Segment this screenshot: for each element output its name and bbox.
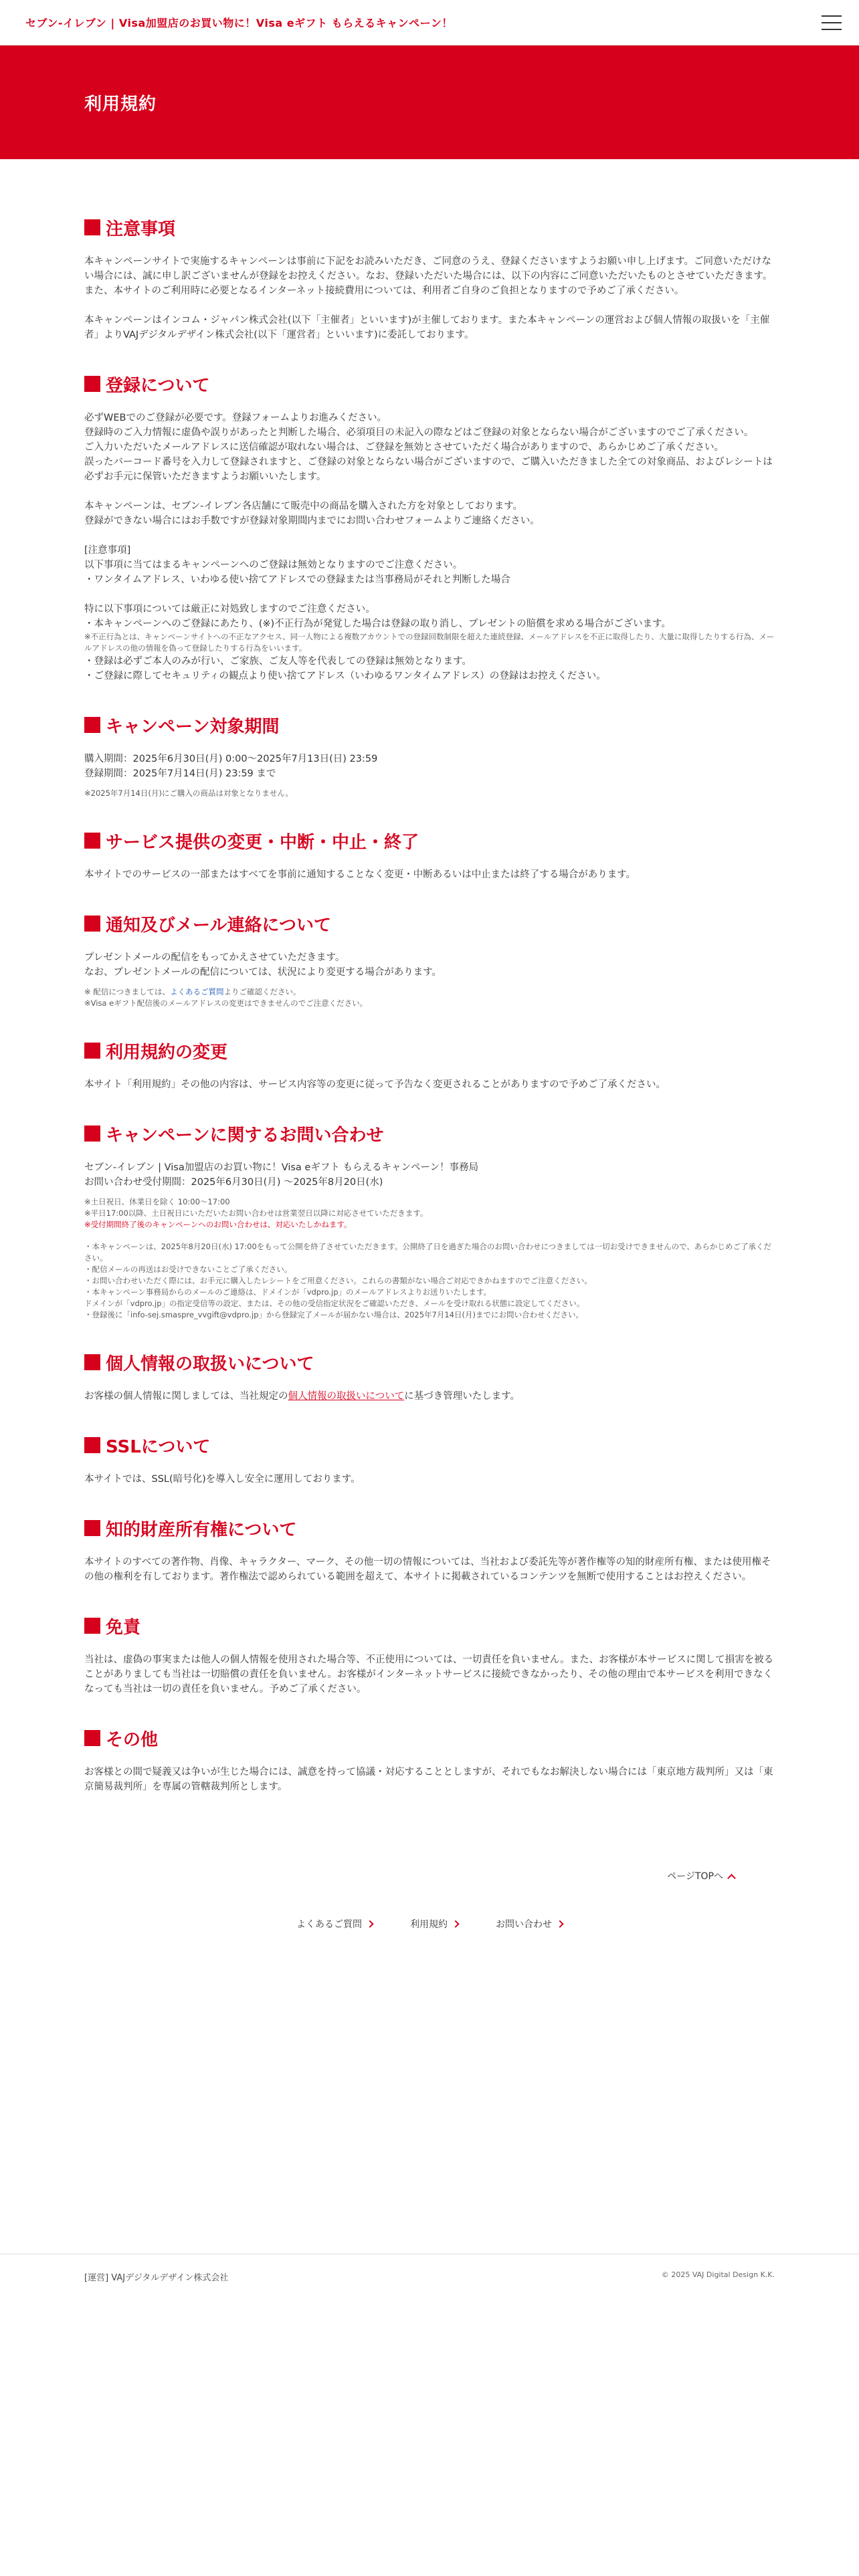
section-period — [84, 683, 775, 799]
square-bullet-icon — [84, 219, 100, 235]
paragraph: 本サイトでのサービスの一部またはすべてを事前に通知することなく変更・中断あるいは中止または終了する場合があります。 — [84, 869, 636, 880]
note: ・本キャンペーン事務局からのメールのご連絡は、ドメインが「vdpro.jp」のメールアドレスよりお送りいたします。 — [84, 1287, 492, 1297]
paragraph: プレゼントメールの配信をもってかえさせていただきます。 — [84, 952, 345, 963]
section-title: キャンペーンに関するお問い合わせ — [84, 1107, 775, 1160]
paragraph: ・登録は必ずご本人のみが行い、ご家族、ご友人等を代表しての登録は無効となります。 — [84, 656, 472, 667]
note: ・配信メールの再送はお受けできないことご了承ください。 — [84, 1265, 292, 1274]
copyright: © 2025 VAJ Digital Design K.K. — [661, 2270, 775, 2279]
chevron-up-icon — [727, 1874, 736, 1883]
square-bullet-icon — [84, 1730, 100, 1746]
note: ※ 配信につきましては、よくあるご質問よりご確認ください。 — [84, 987, 301, 996]
note: ドメインが「vdpro.jp」の指定受信等の設定、または、その他の受信指定状況をご確認いただき、メールを受け取れる状態に設定してください。 — [84, 1299, 585, 1308]
terms-nav-link[interactable]: 利用規約 — [410, 1917, 458, 1931]
square-bullet-icon — [84, 1618, 100, 1634]
note: ※平日17:00以降、土日祝日にいただいたお問い合わせは営業翌日以降に対応させていただきます。 — [84, 1208, 428, 1218]
paragraph: セブン‐イレブン | Visa加盟店のお買い物に！Visa eギフト もらえるキャンペーン！事務局 — [84, 1162, 479, 1173]
purchase-period: 購入期間：2025年6月30日(月) 0:00〜2025年7月13日(日) 23:59 — [84, 754, 378, 764]
operator-text: [運営] VAJデジタルデザイン株式会社 — [84, 2273, 229, 2283]
section-terms-change — [84, 1009, 775, 1092]
note: ※Visa eギフト配信後のメールアドレスの変更はできませんのでご注意ください。 — [84, 998, 368, 1008]
hamburger-menu-icon[interactable] — [822, 13, 842, 32]
section-title: 注意事項 — [84, 201, 775, 254]
privacy-policy-link[interactable]: 個人情報の取扱いについて — [288, 1391, 405, 1402]
note: ・お問い合わせいただく際には、お手元に購入したレシートをご用意ください。これらの書類がない場合ご対応できかねますのでご注意ください。 — [84, 1276, 592, 1285]
section-title: 免責 — [84, 1599, 775, 1652]
section-notes — [84, 186, 775, 342]
footer-nav — [84, 1917, 775, 1931]
section-title: SSLについて — [84, 1418, 775, 1472]
section-contact — [84, 1092, 775, 1321]
faq-link[interactable]: よくあるご質問 — [170, 987, 224, 996]
pagetop-container — [84, 1869, 775, 1883]
square-bullet-icon — [84, 1437, 100, 1453]
note-warning: ※受付期間終了後のキャンペーンへのお問い合わせは、対応いたしかねます。 — [84, 1220, 352, 1229]
section-other — [84, 1697, 775, 1794]
section-disclaimer — [84, 1584, 775, 1697]
square-bullet-icon — [84, 1043, 100, 1059]
paragraph: 必ずWEBでのご登録が必要です。登録フォームよりお進みください。 — [84, 413, 387, 423]
paragraph: 当社は、虚偽の事実または他人の個人情報を使用された場合等、不正使用については、一切責任を負いません。また、お客様が本サービスに関して損害を被ることがありましても当社は一切賠償の責任を負いません。お客様がインターネットサービスに接続できなかったり、その他の理由で本サービスを利用できなくなっても当社は一切の責任を負いません。予めご了承ください。 — [84, 1654, 774, 1695]
pagetop-link[interactable]: ページTOPへ — [667, 1871, 735, 1882]
note: ・本キャンペーンは、2025年8月20日(水) 17:00をもって公開を終了させていただきます。公開終了日を過ぎた場合のお問い合わせにつきましては一切お受けできませんので、あらかじめご了承ください。 — [84, 1242, 771, 1263]
paragraph: 誤ったバーコード番号を入力して登録されますと、ご登録の対象とならない場合がございますので、ご購入いただきました全ての対象商品、およびレシートは必ずお手元に保管いただきますようお願いいたします。 — [84, 457, 773, 482]
note: ※2025年7月14日(月)にご購入の商品は対象となりません。 — [84, 788, 294, 798]
note: ※不正行為とは、キャンペーンサイトへの不正なアクセス、同一人物による複数アカウントでの登録回数制限を超えた連続登録、メールアドレスを不正に取得したり、大量に取得したりする行為、メールアドレスの他の情報を偽って登録したりする行為をいいます。 — [84, 632, 775, 653]
square-bullet-icon — [84, 717, 100, 733]
square-bullet-icon — [84, 833, 100, 849]
registration-period: 登録期間：2025年7月14日(月) 23:59 まで — [84, 768, 276, 779]
paragraph: お客様の個人情報に関しましては、当社規定の個人情報の取扱いについてに基づき管理いたします。 — [84, 1391, 520, 1402]
main-content — [84, 159, 775, 1931]
section-title: サービス提供の変更・中断・中止・終了 — [84, 814, 775, 867]
paragraph: 以下事項に当てはまるキャンペーンへのご登録は無効となりますのでご注意ください。 — [84, 560, 463, 570]
site-footer — [0, 2254, 859, 2283]
square-bullet-icon — [84, 1354, 100, 1370]
square-bullet-icon — [84, 916, 100, 932]
section-service — [84, 799, 775, 882]
section-title: 登録について — [84, 357, 775, 411]
square-bullet-icon — [84, 1520, 100, 1536]
paragraph: ・ご登録に際してセキュリティの観点より使い捨てアドレス（いわゆるワンタイムアドレス）の登録はお控えください。 — [84, 671, 606, 681]
section-title: 個人情報の取扱いについて — [84, 1335, 775, 1389]
paragraph: なお、プレゼントメールの配信については、状況により変更する場合があります。 — [84, 967, 442, 978]
note: ・登録後に「info-sej.smaspre_vvgift@vdpro.jp」から登録完了メールが届かない場合は、2025年7月14日(月)までにお問い合わせください。 — [84, 1310, 583, 1319]
paragraph: ご入力いただいたメールアドレスに送信確認が取れない場合は、ご登録を無効とさせていただく場合がありますので、あらかじめご了承ください。 — [84, 442, 724, 453]
page-hero — [0, 45, 859, 159]
note: ※土日祝日、休業日を除く 10:00〜17:00 — [84, 1197, 230, 1206]
section-ssl — [84, 1404, 775, 1487]
page-title: 利用規約 — [84, 94, 157, 114]
chevron-right-icon — [556, 1920, 563, 1927]
section-title: その他 — [84, 1711, 775, 1765]
section-title: 通知及びメール連絡について — [84, 897, 775, 950]
paragraph: 登録時のご入力情報に虚偽や誤りがあったと判断した場合、必須項目の未記入の際などはご登録の対象とならない場合がございますのでご了承ください。 — [84, 427, 754, 438]
section-title: 知的財産所有権について — [84, 1501, 775, 1555]
paragraph: ・本キャンペーンへのご登録にあたり、(※)不正行為が発覚した場合は登録の取り消し、プレゼントの賠償を求める場合がございます。 — [84, 619, 671, 629]
paragraph: ・ワンタイムアドレス、いわゆる使い捨てアドレスでの登録または当事務局がそれと判断した場合 — [84, 574, 510, 585]
paragraph: 本キャンペーンはインコム・ジャパン株式会社(以下「主催者」といいます)が主催しております。また本キャンペーンの運営および個人情報の取扱いを「主催者」よりVAJデジタルデザイン株式会社(以下「運営者」といいます)に委託しております。 — [84, 315, 770, 340]
paragraph: [注意事項] — [84, 545, 131, 556]
section-privacy — [84, 1321, 775, 1404]
paragraph: 登録ができない場合にはお手数ですが登録対象期間内までにお問い合わせフォームよりご連絡ください。 — [84, 516, 540, 526]
paragraph: 本サイトでは、SSL(暗号化)を導入し安全に運用しております。 — [84, 1474, 361, 1485]
paragraph: 特に以下事項については厳正に対処致しますのでご注意ください。 — [84, 604, 375, 615]
site-header — [0, 0, 859, 45]
section-registration — [84, 342, 775, 683]
paragraph: 本サイトのすべての著作物、肖像、キャラクター、マーク、その他一切の情報については、当社および委託先等が著作権等の知的財産所有権、または使用権その他の権利を有しております。著作権法で認められている範囲を超えて、本サイトに掲載されているコンテンツを無断で使用することはお控えください。 — [84, 1557, 771, 1582]
section-ip — [84, 1487, 775, 1584]
paragraph: お客様との間で疑義又は争いが生じた場合には、誠意を持って協議・対応することとしますが、それでもなお解決しない場合には「東京地方裁判所」又は「東京簡易裁判所」を専属の管轄裁判所とします。 — [84, 1767, 773, 1792]
chevron-right-icon — [452, 1920, 459, 1927]
paragraph: 本キャンペーンサイトで実施するキャンペーンは事前に下記をお読みいただき、ご同意のうえ、登録くださいますようお願い申し上げます。ご同意いただけない場合には、誠に申し訳ございませんが登録をお控えください。なお、登録いただいた場合には、以下の内容にご同意いただいたものとさせていただきます。また、本サイトのご利用時に必要となるインターネット接続費用については、利用者ご自身のご負担となりますので予めご了承ください。 — [84, 256, 773, 296]
square-bullet-icon — [84, 1125, 100, 1142]
site-title[interactable]: セブン‐イレブン | Visa加盟店のお買い物に！Visa eギフト もらえるキャンペーン！ — [25, 17, 453, 29]
section-title: キャンペーン対象期間 — [84, 698, 775, 752]
paragraph: 本サイト「利用規約」その他の内容は、サービス内容等の変更に従って予告なく変更されることがありますので予めご了承ください。 — [84, 1079, 666, 1090]
chevron-right-icon — [366, 1920, 373, 1927]
section-mail — [84, 882, 775, 1009]
square-bullet-icon — [84, 376, 100, 392]
section-title: 利用規約の変更 — [84, 1024, 775, 1077]
paragraph: 本キャンペーンは、セブン‐イレブン各店舗にて販売中の商品を購入された方を対象としております。 — [84, 501, 523, 512]
faq-nav-link[interactable]: よくあるご質問 — [296, 1917, 373, 1931]
paragraph: お問い合わせ受付期間：2025年6月30日(月) 〜2025年8月20日(水) — [84, 1177, 383, 1188]
contact-nav-link[interactable]: お問い合わせ — [496, 1917, 563, 1931]
